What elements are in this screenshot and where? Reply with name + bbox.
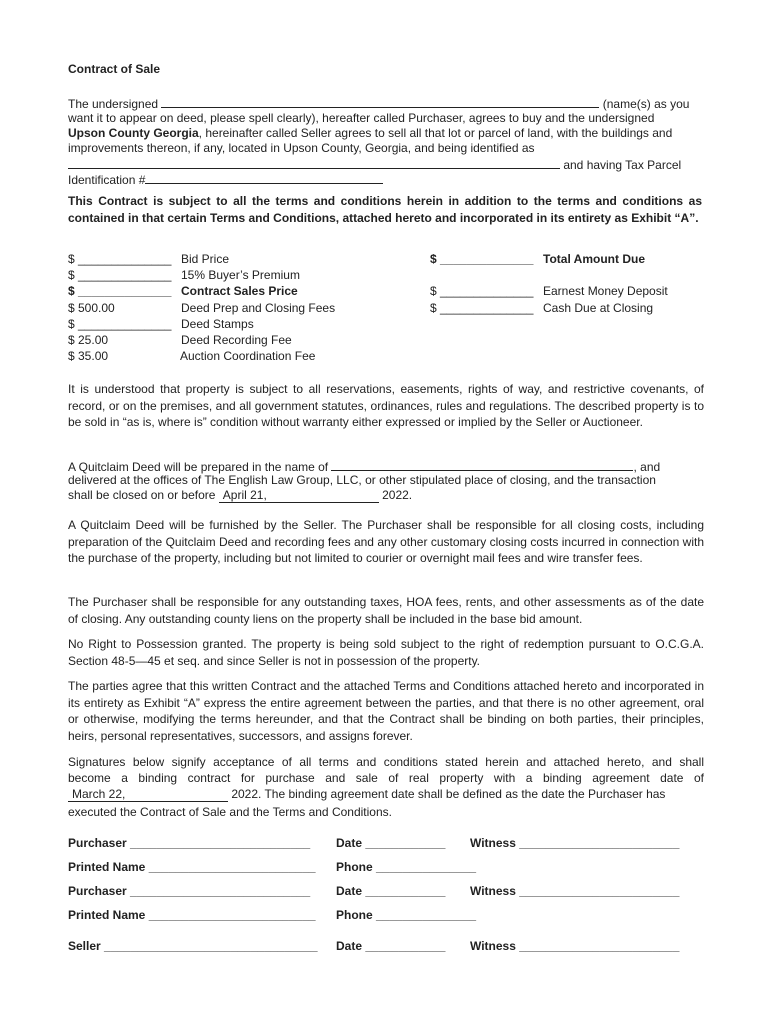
date-line[interactable]: Date ____________ <box>336 836 446 850</box>
deed-name-field[interactable] <box>331 458 633 471</box>
date-line-2[interactable]: Date ____________ <box>336 884 446 898</box>
witness-line-3[interactable]: Witness ________________________ <box>470 939 680 953</box>
intro-text: and having Tax Parcel <box>560 158 682 172</box>
cash-due-field[interactable]: $ ______________ <box>430 301 534 315</box>
fee-amount[interactable]: $ ______________ <box>68 252 172 266</box>
fee-label: Contract Sales Price <box>181 284 298 298</box>
intro-line-3 <box>68 126 672 140</box>
deed-text: , and <box>633 460 661 474</box>
fee-amount: $ 500.00 <box>68 301 115 315</box>
binding-date-field[interactable]: March 22, <box>68 787 228 802</box>
intro-text: The undersigned <box>68 97 162 111</box>
total-amount-due-field[interactable]: $ ______________ <box>430 252 534 266</box>
property-identification-field[interactable] <box>68 156 560 169</box>
reservations-paragraph: It is understood that property is subject to all reservations, easements, rights of way, and restrictive covenants, of record, or on the premises, and all government statutes, ordinances, rules and regulations. The described property is to be sold in “as is, where is” condition without warranty either expressed or implied by the Seller or Auctioneer. <box>68 382 704 430</box>
total-amount-due-label: Total Amount Due <box>543 252 645 266</box>
deed-text: A Quitclaim Deed will be prepared in the name of <box>68 460 332 474</box>
printed-name-line[interactable]: Printed Name _________________________ <box>68 860 316 874</box>
seller-signature-line[interactable]: Seller ________________________________ <box>68 939 318 953</box>
phone-line[interactable]: Phone _______________ <box>336 860 477 874</box>
intro-line-4: improvements thereon, if any, located in Upson County, Georgia, and being identified as <box>68 141 535 155</box>
seller-name: Upson County Georgia <box>68 126 199 140</box>
printed-name-line-2[interactable]: Printed Name _________________________ <box>68 908 316 922</box>
purchaser-signature-line-2[interactable]: Purchaser ___________________________ <box>68 884 311 898</box>
sign-line-1: Signatures below signify acceptance of all terms and conditions stated herein and attached hereto, and shall <box>68 755 704 769</box>
intro-text: Identification # <box>68 173 146 187</box>
deed-line-2: delivered at the offices of The English Law Group, LLC, or other stipulated place of closing, and the transaction <box>68 473 656 487</box>
purchaser-name-field[interactable] <box>161 95 599 108</box>
fee-label: Deed Recording Fee <box>181 333 292 347</box>
deed-line-1 <box>68 458 660 474</box>
earnest-money-label: Earnest Money Deposit <box>543 284 668 298</box>
sign-line-4: executed the Contract of Sale and the Terms and Conditions. <box>68 805 392 819</box>
fee-label: Deed Stamps <box>181 317 254 331</box>
fee-amount: $ 35.00 <box>68 349 109 363</box>
fee-amount[interactable]: $ ______________ <box>68 268 172 282</box>
sign-text: 2022. The binding agreement date shall be defined as the date the Purchaser has <box>228 787 666 801</box>
fee-amount[interactable]: $ ______________ <box>68 284 172 298</box>
earnest-money-field[interactable]: $ ______________ <box>430 284 534 298</box>
cash-due-label: Cash Due at Closing <box>543 301 654 315</box>
intro-line-6 <box>68 171 383 187</box>
deed-line-3 <box>68 488 412 503</box>
fee-amount: $ 25.00 <box>68 333 109 347</box>
deed-text: 2022. <box>378 488 413 502</box>
tax-parcel-id-field[interactable] <box>145 171 383 184</box>
phone-line-2[interactable]: Phone _______________ <box>336 908 477 922</box>
document-title: Contract of Sale <box>68 62 161 76</box>
intro-line-2: want it to appear on deed, please spell clearly), hereafter called Purchaser, agrees to buy and the undersigned <box>68 111 655 125</box>
witness-line[interactable]: Witness ________________________ <box>470 836 680 850</box>
deed-text: shall be closed on or before <box>68 488 219 502</box>
intro-line-1 <box>68 95 689 111</box>
entire-agreement-paragraph: The parties agree that this written Contract and the attached Terms and Conditions attached hereto and incorporated in its entirety as Exhibit “A” express the entire agreement between the parties, and that there is no other agreement, oral or otherwise, modifying the terms hereunder, and that the Contract shall be binding on both parties, their principles, heirs, personal representatives, successors, and assigns forever. <box>68 679 704 743</box>
fee-label: 15% Buyer’s Premium <box>181 268 300 282</box>
sign-line-3 <box>68 787 665 802</box>
fee-amount[interactable]: $ ______________ <box>68 317 172 331</box>
purchaser-signature-line[interactable]: Purchaser ___________________________ <box>68 836 311 850</box>
sign-line-2: become a binding contract for purchase and sale of real property with a binding agreement date of <box>68 771 704 785</box>
closing-date-field[interactable]: April 21, <box>219 488 379 503</box>
subject-clause: This Contract is subject to all the terms and conditions herein in addition to the terms and conditions as contained in that certain Terms and Conditions, attached hereto and incorporated in its entirety as Exhibit “A”. <box>68 194 702 225</box>
closing-costs-paragraph: A Quitclaim Deed will be furnished by the Seller. The Purchaser shall be responsible for all closing costs, including preparation of the Quitclaim Deed and recording fees and any other customary closing costs incurred in connection with the purchase of the property, including but not limited to courier or overnight mail fees and wire transfer fees. <box>68 518 704 566</box>
possession-paragraph: No Right to Possession granted. The property is being sold subject to the right of redemption pursuant to O.C.G.A. Section 48-5—45 et seq. and since Seller is not in possession of the property. <box>68 637 704 668</box>
fee-label: Auction Coordination Fee <box>180 349 316 363</box>
date-line-3[interactable]: Date ____________ <box>336 939 446 953</box>
fee-label: Deed Prep and Closing Fees <box>181 301 336 315</box>
intro-text: , hereinafter called Seller agrees to sell all that lot or parcel of land, with the buildings and <box>198 126 673 140</box>
intro-text: (name(s) as you <box>599 97 690 111</box>
intro-line-5 <box>68 156 681 172</box>
fee-label: Bid Price <box>181 252 230 266</box>
witness-line-2[interactable]: Witness ________________________ <box>470 884 680 898</box>
fees-block <box>68 252 704 372</box>
taxes-paragraph: The Purchaser shall be responsible for any outstanding taxes, HOA fees, rents, and other assessments as of the date of closing. Any outstanding county liens on the property shall be included in the base bid amount. <box>68 595 704 626</box>
